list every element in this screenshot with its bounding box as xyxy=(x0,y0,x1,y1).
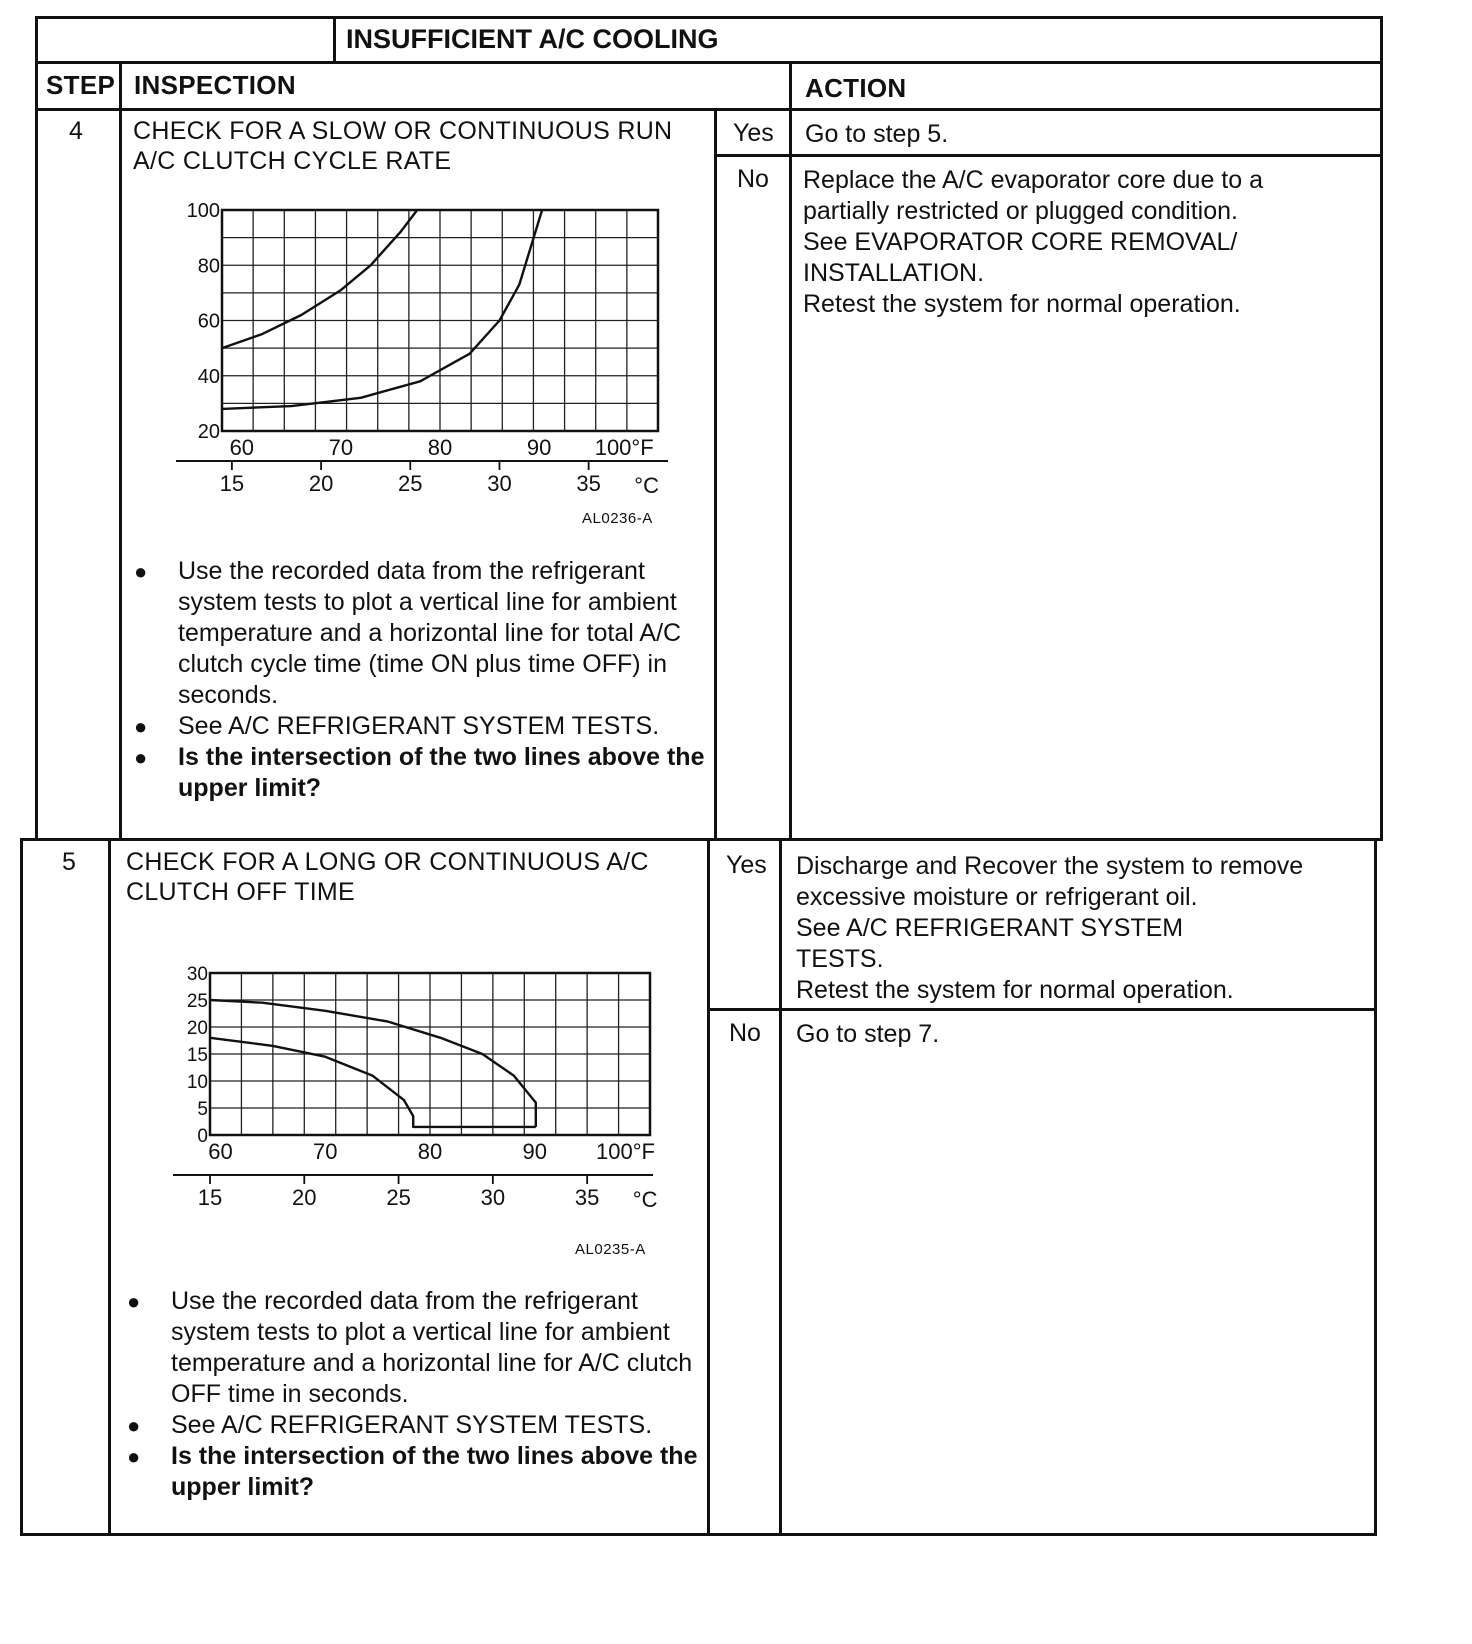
chart-1-curves xyxy=(222,210,542,409)
x-tick-label-c: 20 xyxy=(292,1185,317,1210)
rule-top xyxy=(35,16,1383,19)
x-tick-label-c: 30 xyxy=(480,1185,506,1210)
step-5-number: 5 xyxy=(62,848,77,876)
step-4-title xyxy=(133,116,672,176)
y-tick-label: 0 xyxy=(197,1126,208,1147)
step-5-bullet-1: ● Use the recorded data from the refrigerant system tests to plot a vertical line for ambient temperature and a horizontal line for A/C clutch OFF time in seconds. xyxy=(127,1287,693,1408)
bullet-icon: ● xyxy=(127,1444,141,1469)
bullet-icon: ● xyxy=(134,714,148,739)
step-4-bullet-1: ● Use the recorded data from the refrigerant system tests to plot a vertical line for ambient temperature and a horizontal line for total A/C clutch cycle time (time ON plus time OFF) in seconds. xyxy=(134,557,682,709)
diagnostic-table xyxy=(20,16,1423,1616)
step-5-title xyxy=(126,847,649,907)
rule-yn-col-lower xyxy=(779,838,782,1536)
step-4-bullet-2: ● See A/C REFRIGERANT SYSTEM TESTS. xyxy=(134,712,660,740)
figure-code-step-4: AL0236-A xyxy=(582,510,653,527)
y-tick-label: 10 xyxy=(186,1072,208,1093)
step-4-no-action: Replace the A/C evaporator core due to a partially restricted or plugged condition. See EVAPORATOR CORE REMOVAL/ INSTALLATION. Retest the system for normal operation. xyxy=(803,166,1264,318)
table-title: INSUFFICIENT A/C COOLING xyxy=(346,24,719,54)
y-tick-label: 5 xyxy=(197,1099,208,1120)
x-tick-label-f: 70 xyxy=(312,1139,338,1164)
y-tick-label: 20 xyxy=(197,421,220,443)
y-tick-label: 25 xyxy=(186,991,208,1012)
step-5-bullet-2: ● See A/C REFRIGERANT SYSTEM TESTS. xyxy=(127,1411,653,1439)
rule-step-col-upper xyxy=(119,62,122,840)
chart-1-x-axis-f xyxy=(230,435,654,460)
column-header-action: ACTION xyxy=(805,73,907,103)
series-line-lower-limit xyxy=(210,1038,536,1127)
x-tick-label-f: 70 xyxy=(328,435,354,460)
step-4-title-line-2: A/C CLUTCH CYCLE RATE xyxy=(133,147,452,175)
chart-2-y-axis xyxy=(187,964,208,1147)
step-5-yes-label: Yes xyxy=(726,851,767,879)
y-tick-label: 40 xyxy=(197,365,220,388)
rule-right-lower xyxy=(1374,838,1377,1536)
rule-step-col-lower xyxy=(108,838,111,1536)
rule-right-upper xyxy=(1380,16,1383,840)
rule-yn-col-upper xyxy=(789,62,792,840)
rule-left-upper xyxy=(35,16,38,840)
x-tick-label-f: 60 xyxy=(208,1139,233,1164)
chart-2-grid xyxy=(210,973,650,1135)
rule-insp-col-lower xyxy=(707,838,710,1536)
chart-1-x-axis-c xyxy=(176,461,668,498)
rule-title-split xyxy=(333,16,336,62)
step-5-title-line-1: CHECK FOR A LONG OR CONTINUOUS A/C xyxy=(126,848,649,876)
bullet-icon: ● xyxy=(134,745,148,770)
step-5-title-line-2: CLUTCH OFF TIME xyxy=(126,878,356,906)
x-tick-label-f: 90 xyxy=(522,1139,548,1164)
x-tick-label-c: 15 xyxy=(219,471,245,496)
x-tick-label-f: 100°F xyxy=(594,435,654,460)
step-4-yes-action: Go to step 5. xyxy=(805,120,949,148)
x-tick-label-c: 30 xyxy=(487,471,512,496)
x-tick-label-f: 90 xyxy=(526,435,552,460)
x-tick-label-f: 100°F xyxy=(596,1139,656,1164)
x-tick-label-f: 60 xyxy=(229,435,255,460)
y-tick-label: 30 xyxy=(186,964,208,985)
bullet-icon: ● xyxy=(127,1413,141,1438)
step-5-no-action: Go to step 7. xyxy=(796,1020,940,1048)
y-tick-label: 15 xyxy=(186,1045,208,1066)
chart-2-x-axis-c xyxy=(173,1175,658,1212)
y-tick-label: 20 xyxy=(186,1018,208,1039)
y-tick-label: 80 xyxy=(197,255,220,278)
y-tick-label: 60 xyxy=(197,310,220,333)
step-5-no-label: No xyxy=(729,1019,761,1047)
x-tick-label-c: 35 xyxy=(574,1185,600,1210)
rule-left-lower xyxy=(20,838,23,1536)
y-tick-label: 100 xyxy=(186,200,220,222)
rule-step4-yes xyxy=(717,154,1383,157)
rule-header-bottom xyxy=(35,108,1383,111)
step-5-bullets xyxy=(123,1286,698,1503)
celsius-unit-label: °C xyxy=(634,473,659,498)
step-4-bullets xyxy=(130,556,705,804)
step-4-yes-label: Yes xyxy=(733,119,774,147)
series-line-upper-limit xyxy=(222,210,417,348)
step-4-no-label: No xyxy=(737,165,769,193)
x-tick-label-c: 25 xyxy=(398,471,423,496)
celsius-unit-label: °C xyxy=(632,1187,658,1212)
chart-cycle-rate xyxy=(150,196,670,526)
step-5-yes-action: Discharge and Recover the system to remove excessive moisture or refrigerant oil. See A/C REFRIGERANT SYSTEM TESTS. Retest the system for normal operation. xyxy=(796,852,1304,1004)
chart-2-x-axis-f xyxy=(208,1139,655,1164)
column-header-inspection: INSPECTION xyxy=(134,70,296,100)
rule-step4-bottom xyxy=(20,838,1383,841)
step-5-question: ● Is the intersection of the two lines above the upper limit? xyxy=(127,1442,698,1501)
figure-code-step-5: AL0235-A xyxy=(575,1241,646,1258)
step-4-title-line-1: CHECK FOR A SLOW OR CONTINUOUS RUN xyxy=(133,117,673,145)
rule-insp-col-upper xyxy=(714,108,717,840)
chart-1-y-axis xyxy=(187,200,220,443)
step-4-question: ● Is the intersection of the two lines above the upper limit? xyxy=(134,743,705,802)
rule-step5-yes xyxy=(710,1008,1377,1011)
x-tick-label-f: 80 xyxy=(417,1139,443,1164)
series-line-lower-limit xyxy=(222,210,542,409)
chart-clutch-off-time xyxy=(145,960,665,1230)
x-tick-label-c: 20 xyxy=(308,471,334,496)
column-header-step: STEP xyxy=(46,70,116,100)
x-tick-label-f: 80 xyxy=(427,435,453,460)
rule-bottom xyxy=(20,1533,1377,1536)
bullet-icon: ● xyxy=(127,1289,141,1314)
x-tick-label-c: 15 xyxy=(197,1185,223,1210)
x-tick-label-c: 35 xyxy=(576,471,601,496)
x-tick-label-c: 25 xyxy=(386,1185,411,1210)
bullet-icon: ● xyxy=(134,559,148,584)
rule-title-bottom xyxy=(35,61,1383,64)
step-4-number: 4 xyxy=(69,117,84,145)
